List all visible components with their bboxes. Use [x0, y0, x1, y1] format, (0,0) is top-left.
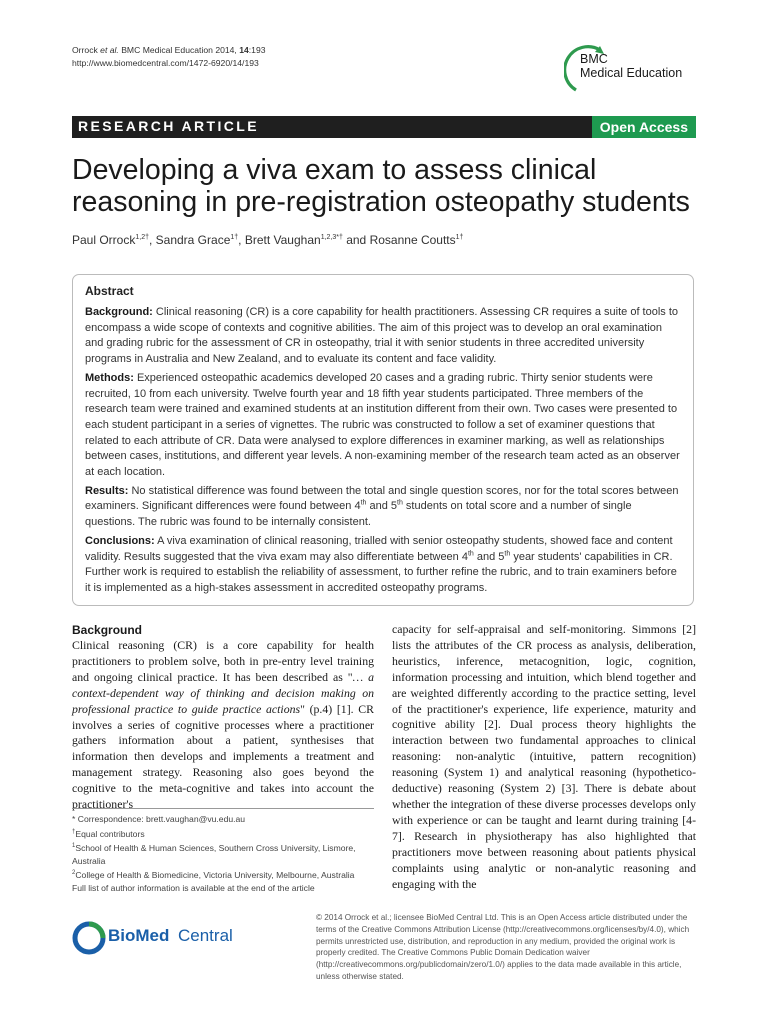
abstract-label: Results:: [85, 484, 129, 497]
author-separator: ,: [238, 233, 245, 247]
superscript: th: [504, 549, 511, 557]
citation-block: [72, 44, 266, 70]
abstract-text: and 5: [366, 500, 398, 513]
citation-volume: 14: [239, 45, 249, 55]
article-url[interactable]: http://www.biomedcentral.com/1472-6920/14/193: [72, 58, 259, 68]
superscript: 2: [72, 870, 76, 877]
author-name: Brett Vaughan: [244, 233, 321, 247]
superscript: th: [467, 549, 474, 557]
author-info-note: Full list of author information is available at the end of the article: [72, 882, 315, 893]
section-heading: Background: [72, 623, 143, 637]
superscript: th: [360, 499, 367, 507]
author-affiliation: 1†: [455, 234, 464, 241]
abstract-methods: [85, 371, 683, 481]
abstract-conclusions: [85, 534, 683, 597]
abstract-text: A viva examination of clinical reasoning, trialled with senior osteopathy students, showed face and content validity. Results suggested that the viva exam may also differentiate between 4: [85, 534, 673, 563]
body-paragraph: capacity for self-appraisal and self-monitoring. Simmons [2] lists the attributes of the CR process as analysis, deliberation, heuristics, inference, metacognition, logic, cognition, information processing and intuition, which blend together and are weighted differently according to the practice setting, level of the practitioner's experience, life experience, maturity and cognitive ability [2]. Dual process theory highlights the interaction between two fundamental approaches to clinical reasoning: non-analytic (intuitive, pattern recognition) reasoning (System 1) and analytical reasoning (hypothetico-deductive) reasoning (System 2) [3]. There is debate about whether the integration of these diverse processes develops only with experience or can be taught and learnt during training [4-7]. Research in physiotherapy has also highlighted that practitioners move between reasoning about patients physical complaints using analytic or non-analytic reasoning and engaging with the: [392, 622, 696, 891]
abstract-text: students on total score and a number of single questions. The rubric was found to be internally consistent.: [85, 500, 632, 529]
body-quote: … a context-dependent way of thinking and decision making on professional practice to guide practice actions: [72, 669, 374, 716]
abstract-text: and 5: [473, 550, 505, 563]
abstract-text: Experienced osteopathic academics developed 20 cases and a grading rubric. Thirty senior students were recruited, 10 from each university. Twelve fourth year and 18 fifth year students participated. Three members of the research team were trained and examined students at an institution different from their own. Two cases were presented to each student participant in a series of vignettes. The rubric was constructed to follow a set of examiner questions that related to each attribute of CR. Data were analysed to explore differences in examiner marking, as well as relationships between cases, institutions, and different year levels. A non-examining member of the research team acted as an observer at each location.: [85, 371, 680, 479]
body-column-right: [392, 622, 696, 892]
logo-bmc: BMC: [580, 52, 608, 66]
citation-etal: et al.: [100, 45, 119, 55]
author-affiliation: 1,2,3*†: [320, 234, 343, 241]
body-text: " (p.4) [1]. CR involves a series of cognitive processes where a practitioner gathers information about a patient, synthesises that information then develops and implements a treatment and management strategy. Reasoning also goes beyond the cognitive to the meta-cognitive and takes into account the practitioner's: [72, 701, 374, 812]
logo-biomed: BioMed: [108, 926, 170, 945]
title-line-1: Developing a viva exam to assess clinical: [72, 154, 597, 186]
author-list: [72, 233, 463, 247]
logo-text: [580, 52, 682, 80]
biomed-central-logo: [72, 918, 232, 958]
article-type-banner: [72, 116, 696, 138]
bmc-logo: [560, 40, 700, 100]
body-column-left: [72, 622, 374, 813]
abstract-label: Background:: [85, 306, 153, 318]
superscript: th: [397, 499, 403, 507]
correspondence-note: * Correspondence: brett.vaughan@vu.edu.au: [72, 814, 246, 824]
abstract-label: Methods:: [85, 371, 134, 384]
open-access-badge: Open Access: [592, 116, 696, 138]
citation-year: 2014,: [215, 45, 237, 55]
abstract-heading: Abstract: [85, 284, 134, 298]
abstract-text: year students' capabilities in CR. Further work is required to establish the reliability of assessment, to further refine the rubric, and to train examiners before it is implemented as a high-stakes assessment in accredited osteopathy programs.: [85, 550, 677, 594]
author-name: Sandra Grace: [155, 233, 231, 247]
biomed-swirl-icon: [72, 921, 106, 955]
body-text: Clinical reasoning (CR) is a core capability for health practitioners to problem solve, both in pre-entry level training and ongoing clinical practice. It has been described as ": [72, 638, 374, 684]
affiliation-note: [72, 840, 374, 867]
footnotes: [72, 808, 374, 894]
note-text: Equal contributors: [75, 828, 145, 839]
note-text: School of Health & Human Sciences, Southern Cross University, Lismore, Australia: [72, 842, 356, 866]
abstract-background: [85, 305, 683, 368]
equal-contrib-note: [72, 826, 374, 840]
license-text: © 2014 Orrock et al.; licensee BioMed Central Ltd. This is an Open Access article distributed under the terms of the Creative Commons Attribution License (http://creativecommons.org/licenses/by/4.0), which permits unrestricted use, distribution, and reproduction in any medium, provided the original work is properly credited. The Creative Commons Public Domain Dedication waiver (http://creativecommons.org/publicdomain/zero/1.0/) applies to the data made available in this article, unless otherwise stated.: [316, 913, 690, 981]
author-separator: and: [342, 233, 370, 247]
title-line-2: reasoning in pre-registration osteopathy students: [72, 186, 690, 218]
abstract-label: Conclusions:: [85, 534, 155, 547]
body-paragraph: [72, 638, 374, 813]
author-affiliation: 1,2†: [135, 234, 149, 241]
citation-authors: Orrock: [72, 45, 98, 55]
affiliation-note: [72, 867, 374, 881]
abstract-text: No statistical difference was found between the total and single question scores, nor for the total scores between examiners. Significant differences were found between 4: [85, 484, 679, 513]
note-text: College of Health & Biomedicine, Victoria University, Melbourne, Australia: [75, 869, 355, 880]
logo-journal: Medical Education: [580, 66, 683, 80]
superscript: †: [72, 828, 76, 835]
author-separator: ,: [148, 233, 156, 247]
article-type: RESEARCH ARTICLE: [78, 118, 259, 134]
citation-journal: BMC Medical Education: [121, 45, 213, 55]
abstract-box: [72, 274, 694, 606]
abstract-results: [85, 484, 683, 531]
citation-issue: :193: [248, 45, 266, 55]
article-title: [72, 154, 712, 218]
abstract-text: Clinical reasoning (CR) is a core capability for health practitioners. Assessing CR requires a suite of tools to encompass a wide scope of contexts and cognitive abilities. The aim of this project was to develop an oral examination and grading rubric for the assessment of CR in osteopathy, trial it with senior students in three accredited university programs in Australia and New Zealand, and to evaluate its content and face validity.: [85, 306, 679, 366]
superscript: 1: [72, 843, 76, 850]
logo-central: Central: [178, 926, 233, 945]
author-affiliation: 1†: [230, 234, 239, 241]
author-name: Paul Orrock: [72, 233, 136, 247]
author-name: Rosanne Coutts: [369, 233, 456, 247]
